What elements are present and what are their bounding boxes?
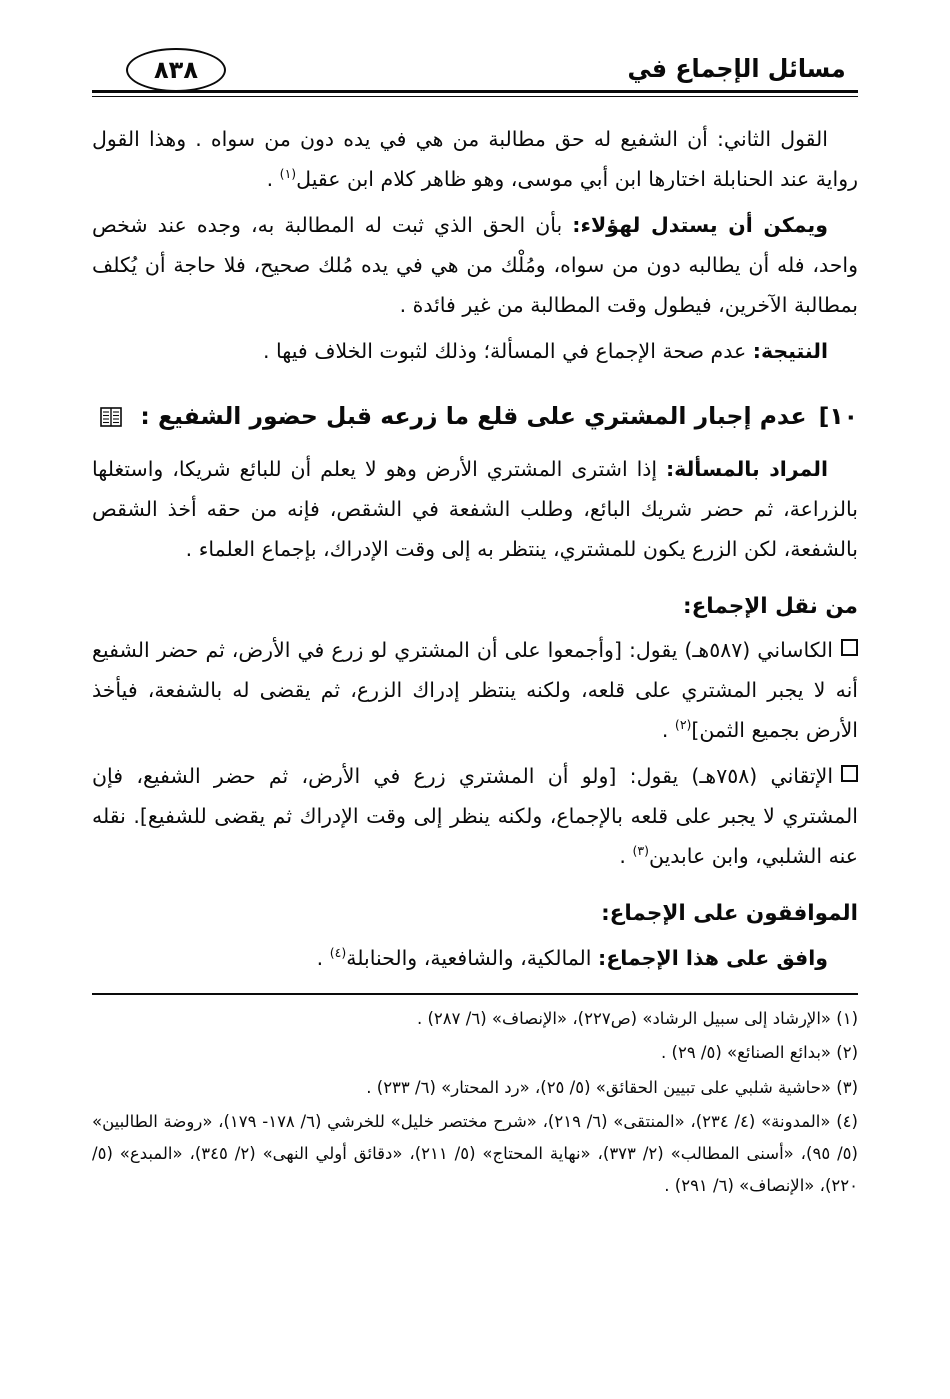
paragraph-evidence-lead: ويمكن أن يستدل لهؤلاء: bbox=[572, 212, 828, 237]
quote-itqani-text: الإتقاني (٧٥٨هـ) يقول: [ولو أن المشتري زرع في الأرض، ثم حضر الشفيع، فإن المشتري لا يجبر على قلعه بالإجماع، ولكنه ينظر إلى وقت الإدراك ثم يقضى للشفيع]. نقله عنه الشلبي، وابن عابدين bbox=[92, 764, 858, 869]
square-bullet-icon bbox=[841, 639, 858, 656]
footnote-separator bbox=[92, 993, 858, 995]
subheading-agreeing-parties: الموافقون على الإجماع: bbox=[601, 901, 858, 927]
quote-kasani-text: الكاساني (٥٨٧هـ) يقول: [وأجمعوا على أن المشتري لو زرع في الأرض، ثم حضر الشفيع أنه لا يجبر المشتري على قلعه، ولكنه ينتظر إدراك الزرع، ثم يقضى له بالشفعة، فيأخذ الأرض بجميع الثمن] bbox=[92, 638, 858, 743]
paragraph-evidence bbox=[92, 206, 858, 326]
page-number-badge bbox=[126, 48, 226, 92]
paragraph-agreement-end: . bbox=[316, 946, 330, 971]
page-number: ٨٣٨ bbox=[154, 56, 198, 84]
paragraph-conclusion-text: عدم صحة الإجماع في المسألة؛ وذلك لثبوت الخلاف فيها . bbox=[263, 338, 753, 363]
header-rule-thick bbox=[92, 90, 858, 93]
footnote-item: (٣) «حاشية شلبي على تبيين الحقائق» (٥/ ٢٥)، «رد المحتار» (٦/ ٢٣٣) . bbox=[366, 1077, 858, 1097]
paragraph-agreement-lead: وافق على هذا الإجماع: bbox=[598, 946, 828, 971]
section-title: عدم إجبار المشتري على قلع ما زرعه قبل حضور الشفيع : bbox=[140, 401, 807, 430]
paragraph-conclusion bbox=[92, 332, 858, 372]
footnote-marker-1: (١) bbox=[279, 166, 297, 182]
footnotes-section bbox=[92, 1003, 858, 1202]
section-heading bbox=[92, 394, 858, 440]
page-body bbox=[92, 120, 858, 979]
paragraph-agreement-text: المالكية، والشافعية، والحنابلة bbox=[346, 946, 599, 971]
footnote-marker-4: (٤) bbox=[329, 945, 347, 961]
quote-itqani bbox=[92, 757, 858, 877]
paragraph-second-opinion-end: . bbox=[266, 166, 280, 191]
paragraph-evidence-text: بأن الحق الذي ثبت له المطالبة به، وجده عند شخص واحد، فله أن يطالبه دون من سواه، ومُلْك من هي في يده مُلك صحيح، فلا حاجة أن يُكلف بمطالبة الآخرين، فيطول وقت المطالبة من غير فائدة . bbox=[92, 212, 858, 317]
header-rule-thin bbox=[92, 96, 858, 97]
running-head-title: مسائل الإجماع في bbox=[627, 54, 846, 83]
paragraph-agreement bbox=[92, 939, 858, 979]
square-bullet-icon bbox=[841, 765, 858, 782]
paragraph-meaning-lead: المراد بالمسألة: bbox=[665, 456, 828, 481]
page-header bbox=[92, 28, 858, 90]
quote-kasani bbox=[92, 631, 858, 751]
section-number: ١٠] bbox=[818, 401, 858, 430]
footnote-marker-2: (٢) bbox=[674, 717, 692, 733]
book-icon bbox=[100, 406, 122, 428]
paragraph-meaning bbox=[92, 450, 858, 570]
paragraph-meaning-text: إذا اشترى المشتري الأرض وهو لا يعلم أن للبائع شريكا، واستغلها بالزراعة، ثم حضر شريك البائع، وطلب الشفعة في الشقص، فإنه من حقه أخذ الشقص بالشفعة، لكن الزرع يكون للمشتري، ينتظر به إلى وقت الإدراك، بإجماع العلماء . bbox=[92, 456, 858, 561]
quote-kasani-end: . bbox=[661, 718, 675, 743]
footnote-item: (١) «الإرشاد إلى سبيل الرشاد» (ص٢٢٧)، «الإنصاف» (٦/ ٢٨٧) . bbox=[416, 1009, 858, 1029]
footnote-item: (٤) «المدونة» (٤/ ٢٣٤)، «المنتقى» (٦/ ٢١٩)، «شرح مختصر خليل» للخرشي (٦/ ١٧٨- ١٧٩)، «روضة الطالبين» (٥/ ٩٥)، «أسنى المطالب» (٢/ ٣٧٣)، «نهاية المحتاج» (٥/ ٢١١)، «دقائق أولي النهى» (٢/ ٣٤٥)، «المبدع» (٥/ ٢٢٠)، «الإنصاف» (٦/ ٢٩١) . bbox=[92, 1111, 858, 1196]
paragraph-second-opinion-text: القول الثاني: أن الشفيع له حق مطالبة من هي في يده دون من سواه . وهذا القول رواية عند الحنابلة اختارها ابن أبي موسى، وهو ظاهر كلام ابن عقيل bbox=[92, 127, 858, 191]
paragraph-second-opinion bbox=[92, 120, 858, 200]
quote-itqani-end: . bbox=[619, 844, 633, 869]
footnote-item: (٢) «بدائع الصنائع» (٥/ ٢٩) . bbox=[661, 1043, 858, 1063]
paragraph-conclusion-lead: النتيجة: bbox=[752, 338, 828, 363]
footnote-marker-3: (٣) bbox=[632, 843, 649, 859]
subheading-ijma-sources: من نقل الإجماع: bbox=[682, 593, 858, 619]
